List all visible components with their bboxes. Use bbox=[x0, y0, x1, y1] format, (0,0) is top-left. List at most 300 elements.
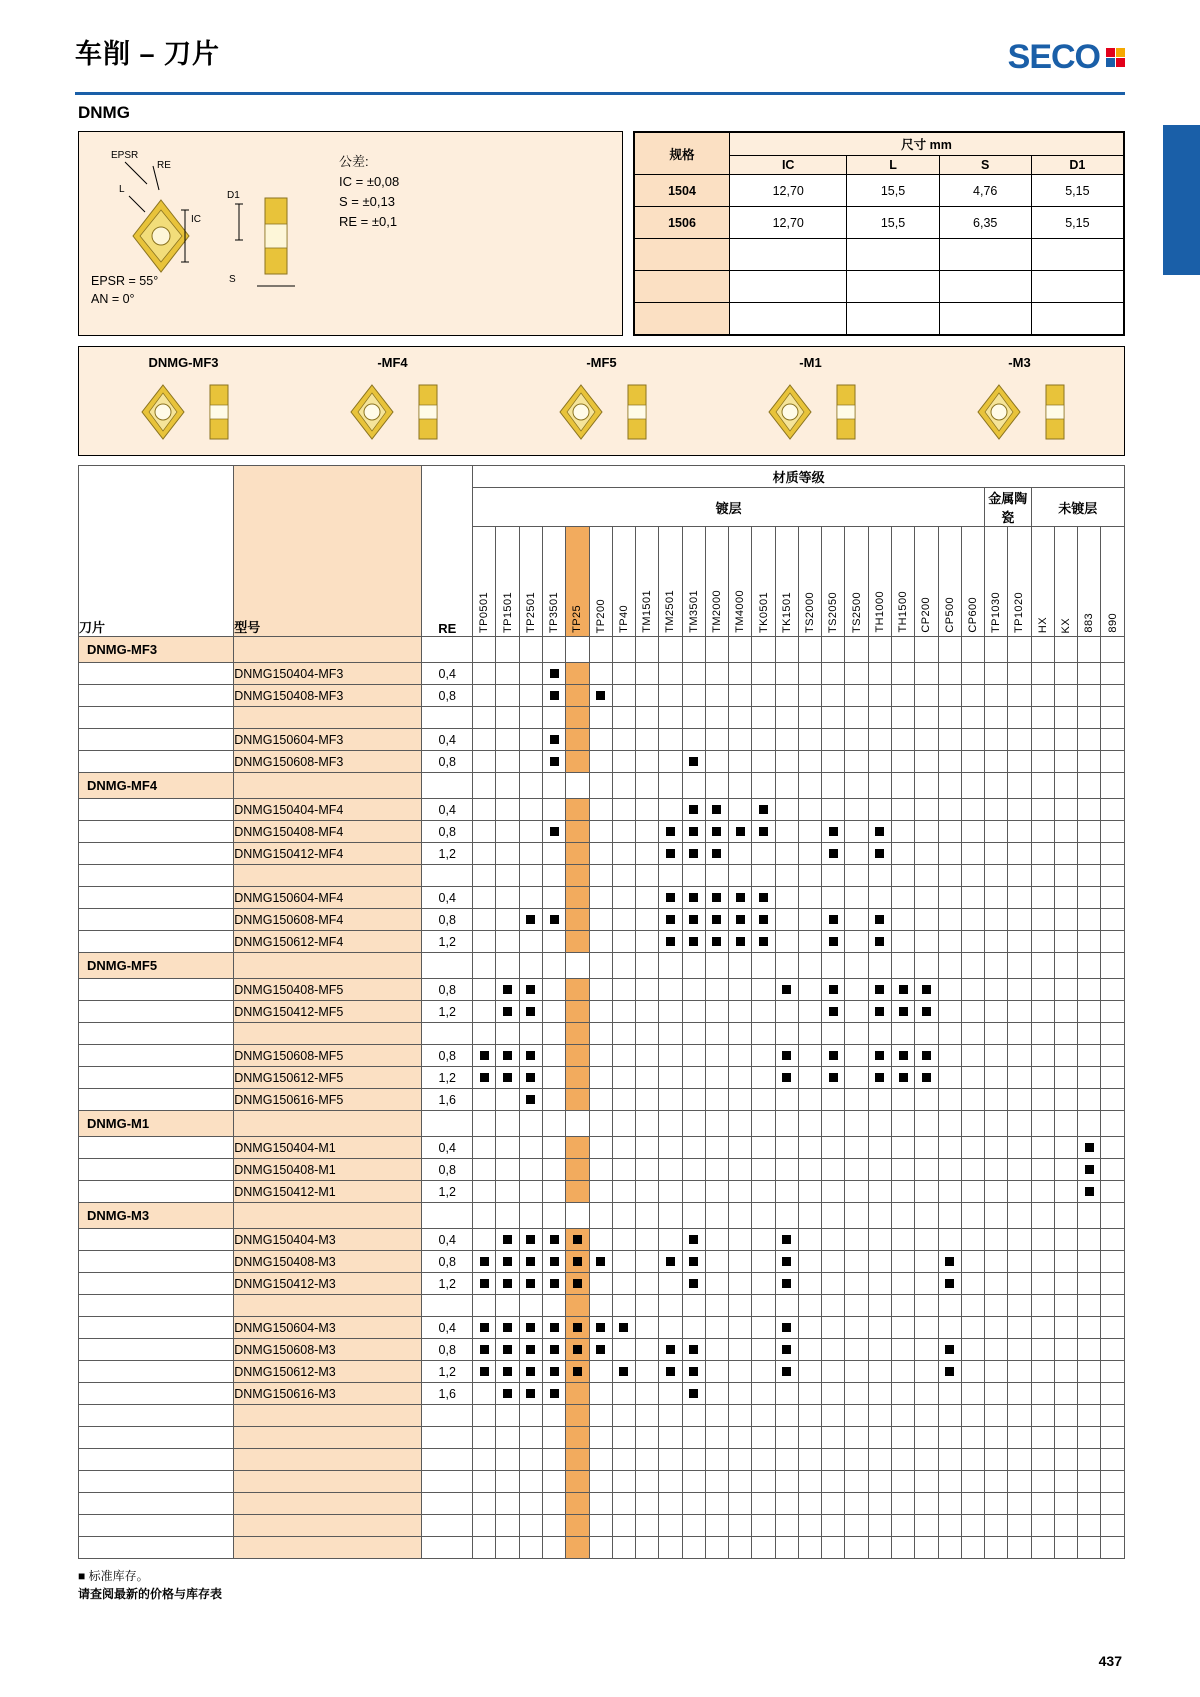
grade-cell bbox=[612, 1471, 635, 1493]
grade-cell bbox=[775, 1383, 798, 1405]
grade-cell bbox=[682, 729, 705, 751]
grade-cell bbox=[612, 1137, 635, 1159]
grade-cell bbox=[752, 1067, 775, 1089]
grade-cell bbox=[961, 1045, 984, 1067]
grade-cell bbox=[473, 909, 496, 931]
grade-cell bbox=[775, 1273, 798, 1295]
stock-mark-icon bbox=[1085, 1165, 1094, 1174]
grade-cell bbox=[891, 1493, 914, 1515]
grade-cell bbox=[1008, 1361, 1031, 1383]
grade-cell bbox=[1054, 865, 1077, 887]
grade-cell bbox=[1078, 1067, 1101, 1089]
stock-mark-icon bbox=[573, 1257, 582, 1266]
grade-cell bbox=[682, 1159, 705, 1181]
grade-cell bbox=[496, 1229, 519, 1251]
grade-cell bbox=[1101, 1405, 1125, 1427]
grade-cell bbox=[636, 821, 659, 843]
grade-cell bbox=[519, 843, 542, 865]
grade-cell bbox=[985, 1317, 1008, 1339]
grade-cell bbox=[636, 1023, 659, 1045]
grade-cell bbox=[938, 1137, 961, 1159]
grade-cell bbox=[775, 1471, 798, 1493]
grade-cell bbox=[682, 1471, 705, 1493]
row-insert-cell bbox=[79, 865, 234, 887]
grade-cell bbox=[891, 1045, 914, 1067]
grade-cell bbox=[705, 1111, 728, 1137]
svg-text:D1: D1 bbox=[227, 190, 240, 201]
grade-cell bbox=[752, 1181, 775, 1203]
grade-cell bbox=[729, 1251, 752, 1273]
stock-mark-icon bbox=[550, 669, 559, 678]
grade-cell bbox=[1008, 773, 1031, 799]
grade-cell bbox=[659, 1537, 682, 1559]
grade-cell bbox=[729, 1273, 752, 1295]
section-name: DNMG-MF4 bbox=[79, 773, 234, 799]
stock-mark-icon bbox=[689, 893, 698, 902]
grade-cell bbox=[752, 843, 775, 865]
grade-cell bbox=[961, 1111, 984, 1137]
grade-cell bbox=[519, 1089, 542, 1111]
stock-mark-icon bbox=[503, 1323, 512, 1332]
grade-cell bbox=[985, 1203, 1008, 1229]
grade-cell bbox=[891, 1537, 914, 1559]
stock-mark-icon bbox=[875, 985, 884, 994]
grade-cell bbox=[729, 1067, 752, 1089]
row-re-value: 1,2 bbox=[422, 1067, 473, 1089]
grade-cell bbox=[822, 1339, 845, 1361]
grade-cell bbox=[729, 1137, 752, 1159]
dims-spec: 1506 bbox=[635, 207, 730, 239]
grade-cell bbox=[519, 1405, 542, 1427]
grade-cell bbox=[542, 663, 565, 685]
grade-cell bbox=[845, 821, 868, 843]
stock-mark-icon bbox=[503, 1367, 512, 1376]
grade-cell bbox=[985, 751, 1008, 773]
grade-cell bbox=[798, 1537, 821, 1559]
grade-cell bbox=[891, 751, 914, 773]
grade-cell bbox=[659, 865, 682, 887]
grade-cell bbox=[915, 887, 938, 909]
grade-cell bbox=[868, 1181, 891, 1203]
grade-cell bbox=[542, 637, 565, 663]
grade-cell bbox=[612, 1001, 635, 1023]
grade-cell bbox=[985, 953, 1008, 979]
grade-cell bbox=[566, 1471, 589, 1493]
spacer-row bbox=[79, 1493, 1125, 1515]
row-insert-cell bbox=[79, 843, 234, 865]
grade-cell bbox=[1078, 1137, 1101, 1159]
grade-cell bbox=[612, 1427, 635, 1449]
spacer-row bbox=[79, 1295, 1125, 1317]
grade-cell bbox=[775, 931, 798, 953]
grade-cell bbox=[1101, 663, 1125, 685]
row-type-label: DNMG150412-MF4 bbox=[234, 843, 422, 865]
grade-cell bbox=[1031, 1137, 1054, 1159]
row-insert-cell bbox=[79, 1023, 234, 1045]
grade-cell bbox=[961, 865, 984, 887]
grade-cell bbox=[1101, 1001, 1125, 1023]
grade-cell bbox=[636, 1361, 659, 1383]
grade-cell bbox=[985, 1537, 1008, 1559]
row-type-label bbox=[234, 1023, 422, 1045]
grade-cell bbox=[705, 1339, 728, 1361]
geometry-variant-label: -MF4 bbox=[377, 355, 408, 370]
grade-label-hx: HX bbox=[1031, 527, 1054, 637]
row-type-label: DNMG150404-M1 bbox=[234, 1137, 422, 1159]
row-type-label: DNMG150408-M1 bbox=[234, 1159, 422, 1181]
grade-cell bbox=[636, 1405, 659, 1427]
grade-cell bbox=[915, 1137, 938, 1159]
grade-cell bbox=[961, 1089, 984, 1111]
stock-mark-icon bbox=[550, 757, 559, 766]
grade-cell bbox=[822, 909, 845, 931]
grade-cell bbox=[1054, 1001, 1077, 1023]
grade-cell bbox=[985, 1137, 1008, 1159]
grade-cell bbox=[891, 663, 914, 685]
grade-cell bbox=[519, 1427, 542, 1449]
grade-label-cp200: CP200 bbox=[915, 527, 938, 637]
grade-cell bbox=[636, 1045, 659, 1067]
grade-cell bbox=[961, 1001, 984, 1023]
page-number: 437 bbox=[1098, 1653, 1122, 1669]
grade-label-890: 890 bbox=[1101, 527, 1125, 637]
grade-cell bbox=[961, 1471, 984, 1493]
grade-cell bbox=[566, 1089, 589, 1111]
grade-cell bbox=[636, 1493, 659, 1515]
row-insert-cell bbox=[79, 1089, 234, 1111]
stock-mark-icon bbox=[782, 1345, 791, 1354]
section-type-cell bbox=[234, 1203, 422, 1229]
grade-cell bbox=[566, 1383, 589, 1405]
row-re-value: 0,8 bbox=[422, 909, 473, 931]
grade-cell bbox=[1101, 751, 1125, 773]
grade-cell bbox=[798, 1067, 821, 1089]
row-insert-cell bbox=[79, 799, 234, 821]
grade-cell bbox=[985, 979, 1008, 1001]
stock-mark-icon bbox=[666, 937, 675, 946]
grade-cell bbox=[519, 979, 542, 1001]
stock-mark-icon bbox=[526, 1279, 535, 1288]
dims-value bbox=[1031, 271, 1123, 303]
grade-cell bbox=[682, 979, 705, 1001]
grade-cell bbox=[1008, 1001, 1031, 1023]
row-re-value: 0,4 bbox=[422, 663, 473, 685]
svg-text:EPSR: EPSR bbox=[111, 150, 139, 161]
grade-cell bbox=[798, 887, 821, 909]
row-type-label: DNMG150404-MF4 bbox=[234, 799, 422, 821]
row-insert-cell bbox=[79, 707, 234, 729]
stock-mark-icon bbox=[480, 1051, 489, 1060]
grade-cell bbox=[891, 707, 914, 729]
grade-cell bbox=[868, 865, 891, 887]
grade-cell bbox=[729, 1383, 752, 1405]
grade-cell bbox=[566, 1449, 589, 1471]
stock-mark-icon bbox=[503, 1279, 512, 1288]
grade-cell bbox=[1031, 1273, 1054, 1295]
stock-mark-icon bbox=[503, 1257, 512, 1266]
grade-cell bbox=[1078, 707, 1101, 729]
geometry-variant bbox=[915, 347, 1124, 455]
grade-cell bbox=[1078, 1229, 1101, 1251]
grade-cell bbox=[1101, 707, 1125, 729]
grade-cell bbox=[798, 1181, 821, 1203]
grade-cell bbox=[636, 1159, 659, 1181]
grade-cell bbox=[566, 821, 589, 843]
grade-cell bbox=[682, 1229, 705, 1251]
grade-cell bbox=[636, 1515, 659, 1537]
grade-cell bbox=[752, 707, 775, 729]
grade-cell bbox=[775, 799, 798, 821]
grade-cell bbox=[496, 1111, 519, 1137]
grade-cell bbox=[496, 1089, 519, 1111]
grade-cell bbox=[822, 707, 845, 729]
grade-cell bbox=[705, 1273, 728, 1295]
grade-cell bbox=[752, 865, 775, 887]
grade-cell bbox=[566, 1361, 589, 1383]
row-type-label: DNMG150408-MF5 bbox=[234, 979, 422, 1001]
grade-cell bbox=[1031, 979, 1054, 1001]
grade-cell bbox=[682, 1251, 705, 1273]
grade-label-tm4000: TM4000 bbox=[729, 527, 752, 637]
grade-label-tp1020: TP1020 bbox=[1008, 527, 1031, 637]
grade-cell bbox=[473, 1471, 496, 1493]
grade-cell bbox=[682, 707, 705, 729]
grade-cell bbox=[659, 1181, 682, 1203]
insert-side-icon bbox=[833, 381, 859, 443]
grade-cell bbox=[705, 1427, 728, 1449]
grade-cell bbox=[636, 1273, 659, 1295]
grade-cell bbox=[496, 1449, 519, 1471]
grade-cell bbox=[985, 1001, 1008, 1023]
grade-cell bbox=[566, 799, 589, 821]
grade-cell bbox=[752, 1045, 775, 1067]
grade-cell bbox=[845, 1045, 868, 1067]
grade-cell bbox=[473, 707, 496, 729]
grade-cell bbox=[542, 887, 565, 909]
grade-cell bbox=[682, 1067, 705, 1089]
grade-cell bbox=[915, 821, 938, 843]
stock-mark-icon bbox=[596, 1257, 605, 1266]
row-type-label: DNMG150612-M3 bbox=[234, 1361, 422, 1383]
row-re-value: 1,2 bbox=[422, 1273, 473, 1295]
dims-value bbox=[847, 303, 939, 335]
grade-cell bbox=[845, 729, 868, 751]
grade-label-tp1030: TP1030 bbox=[985, 527, 1008, 637]
grade-cell bbox=[775, 685, 798, 707]
grade-cell bbox=[705, 843, 728, 865]
stock-mark-icon bbox=[596, 691, 605, 700]
grade-cell bbox=[915, 1045, 938, 1067]
grade-cell bbox=[868, 1515, 891, 1537]
grade-cell bbox=[1078, 1515, 1101, 1537]
grade-cell bbox=[752, 821, 775, 843]
grade-cell bbox=[961, 931, 984, 953]
grade-cell bbox=[705, 1471, 728, 1493]
grade-label-883: 883 bbox=[1078, 527, 1101, 637]
grade-cell bbox=[822, 821, 845, 843]
grade-cell bbox=[636, 887, 659, 909]
stock-mark-icon bbox=[899, 1007, 908, 1016]
row-type-label: DNMG150604-MF4 bbox=[234, 887, 422, 909]
grade-cell bbox=[775, 953, 798, 979]
grade-cell bbox=[985, 1159, 1008, 1181]
grade-cell bbox=[798, 751, 821, 773]
row-re-value: 1,2 bbox=[422, 1361, 473, 1383]
grade-cell bbox=[1054, 953, 1077, 979]
grade-cell bbox=[659, 707, 682, 729]
stock-mark-icon bbox=[550, 1279, 559, 1288]
grade-cell bbox=[1008, 1067, 1031, 1089]
grade-cell bbox=[496, 1471, 519, 1493]
grade-cell bbox=[636, 729, 659, 751]
grade-cell bbox=[636, 931, 659, 953]
grade-cell bbox=[938, 1273, 961, 1295]
grade-cell bbox=[612, 1045, 635, 1067]
grade-cell bbox=[775, 1251, 798, 1273]
stock-mark-icon bbox=[550, 915, 559, 924]
grade-cell bbox=[961, 1449, 984, 1471]
grade-cell bbox=[1031, 799, 1054, 821]
grade-cell bbox=[1031, 843, 1054, 865]
grade-cell bbox=[798, 1515, 821, 1537]
stock-mark-icon bbox=[712, 937, 721, 946]
row-re-value: 1,2 bbox=[422, 843, 473, 865]
grade-cell bbox=[845, 663, 868, 685]
grade-cell bbox=[1008, 1427, 1031, 1449]
grade-cell bbox=[868, 1295, 891, 1317]
grade-cell bbox=[938, 1427, 961, 1449]
grade-cell bbox=[845, 1383, 868, 1405]
grade-cell bbox=[961, 799, 984, 821]
table-row bbox=[79, 1273, 1125, 1295]
grade-cell bbox=[1054, 821, 1077, 843]
grade-cell bbox=[496, 663, 519, 685]
stock-mark-icon bbox=[526, 985, 535, 994]
grade-cell bbox=[519, 1111, 542, 1137]
grade-cell bbox=[891, 1023, 914, 1045]
grade-cell bbox=[845, 1471, 868, 1493]
grade-cell bbox=[822, 1045, 845, 1067]
grade-cell bbox=[822, 1537, 845, 1559]
row-insert-cell bbox=[79, 1045, 234, 1067]
grade-cell bbox=[612, 1493, 635, 1515]
grade-cell bbox=[798, 1273, 821, 1295]
grade-cell bbox=[705, 1251, 728, 1273]
row-type-label: DNMG150408-M3 bbox=[234, 1251, 422, 1273]
grade-cell bbox=[961, 821, 984, 843]
stock-mark-icon bbox=[922, 1007, 931, 1016]
stock-mark-icon bbox=[945, 1279, 954, 1288]
grade-cell bbox=[1078, 1159, 1101, 1181]
grade-cell bbox=[891, 909, 914, 931]
grade-cell bbox=[961, 1273, 984, 1295]
grade-cell bbox=[729, 1111, 752, 1137]
grade-cell bbox=[729, 1089, 752, 1111]
grade-cell bbox=[938, 1493, 961, 1515]
grade-cell bbox=[1031, 1361, 1054, 1383]
row-re-value: 0,8 bbox=[422, 685, 473, 707]
grade-cell bbox=[1101, 1111, 1125, 1137]
grade-cell bbox=[636, 637, 659, 663]
grade-cell bbox=[985, 1181, 1008, 1203]
grade-cell bbox=[1078, 1111, 1101, 1137]
grade-cell bbox=[636, 909, 659, 931]
grade-cell bbox=[822, 843, 845, 865]
grade-cell bbox=[705, 1295, 728, 1317]
section-name: DNMG-MF3 bbox=[79, 637, 234, 663]
grade-cell bbox=[1054, 1251, 1077, 1273]
grade-cell bbox=[496, 909, 519, 931]
grade-cell bbox=[1031, 953, 1054, 979]
row-re-value: 1,6 bbox=[422, 1089, 473, 1111]
grade-cell bbox=[775, 773, 798, 799]
dims-row bbox=[635, 303, 1124, 335]
grade-cell bbox=[566, 865, 589, 887]
grade-cell bbox=[985, 1493, 1008, 1515]
grade-cell bbox=[1101, 1067, 1125, 1089]
grade-cell bbox=[496, 799, 519, 821]
row-re-value bbox=[422, 707, 473, 729]
grade-cell bbox=[589, 865, 612, 887]
grade-cell bbox=[985, 909, 1008, 931]
grade-cell bbox=[589, 1089, 612, 1111]
grade-cell bbox=[705, 707, 728, 729]
grade-cell bbox=[938, 865, 961, 887]
geometry-variant-art bbox=[79, 381, 288, 443]
stock-mark-icon bbox=[829, 827, 838, 836]
grade-cell bbox=[938, 685, 961, 707]
footnote-1: ■ 标准库存。 bbox=[78, 1569, 149, 1583]
grade-cell bbox=[659, 799, 682, 821]
grade-cell bbox=[705, 821, 728, 843]
grade-cell bbox=[705, 931, 728, 953]
grade-cell bbox=[1101, 799, 1125, 821]
grade-cell bbox=[961, 773, 984, 799]
row-insert-cell bbox=[79, 1361, 234, 1383]
grade-cell bbox=[938, 1317, 961, 1339]
row-re-value: 0,8 bbox=[422, 1251, 473, 1273]
table-row bbox=[79, 979, 1125, 1001]
grade-cell bbox=[1008, 1045, 1031, 1067]
grade-header-row bbox=[79, 466, 1125, 488]
grade-cell bbox=[473, 663, 496, 685]
row-re-value bbox=[422, 1449, 473, 1471]
row-type-label: DNMG150404-MF3 bbox=[234, 663, 422, 685]
grade-cell bbox=[1101, 909, 1125, 931]
stock-mark-icon bbox=[666, 893, 675, 902]
grade-cell bbox=[985, 1383, 1008, 1405]
grade-cell bbox=[938, 1537, 961, 1559]
grade-cell bbox=[891, 1001, 914, 1023]
grade-cell bbox=[822, 1137, 845, 1159]
grade-cell bbox=[822, 1295, 845, 1317]
grade-cell bbox=[868, 1449, 891, 1471]
grade-cell bbox=[961, 1067, 984, 1089]
grade-cell bbox=[1078, 979, 1101, 1001]
grade-cell bbox=[519, 1001, 542, 1023]
stock-mark-icon bbox=[689, 1235, 698, 1244]
grade-label-tp2501: TP2501 bbox=[519, 527, 542, 637]
grade-cell bbox=[542, 1159, 565, 1181]
grade-cell bbox=[612, 887, 635, 909]
row-type-label: DNMG150612-MF5 bbox=[234, 1067, 422, 1089]
grade-cell bbox=[589, 1181, 612, 1203]
angle-block bbox=[91, 272, 158, 310]
grade-cell bbox=[891, 931, 914, 953]
grade-cell bbox=[1008, 1493, 1031, 1515]
grade-cell bbox=[729, 1181, 752, 1203]
grade-cell bbox=[729, 1471, 752, 1493]
